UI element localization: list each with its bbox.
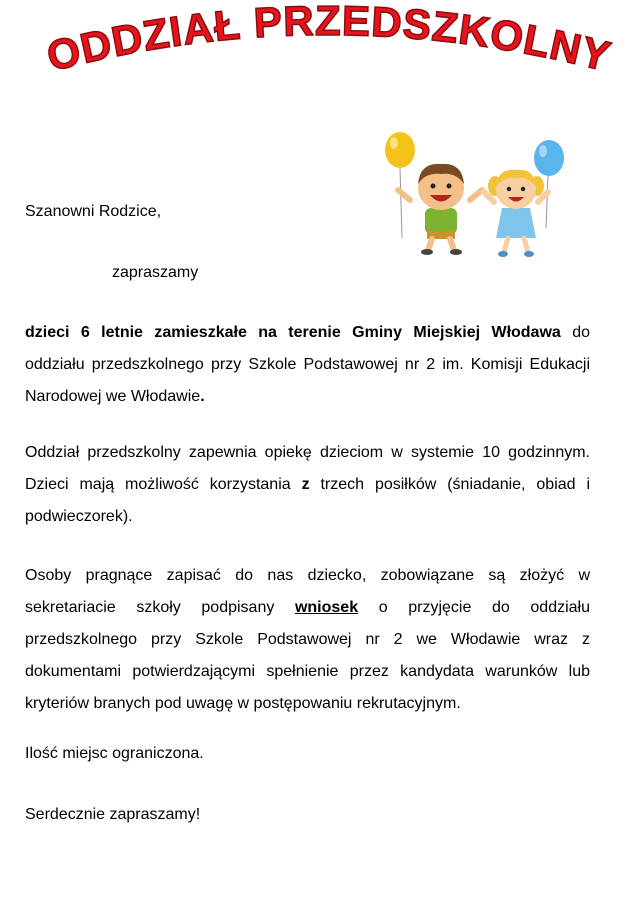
closing-line: Serdecznie zapraszamy!	[25, 806, 201, 823]
application-form-link[interactable]: wniosek	[294, 599, 359, 616]
care-text-c: trzech posiłków (śniadanie, obiad i podwieczorek).	[25, 476, 591, 525]
care-text-a: Oddział przedszkolny zapewnia opiekę dzieciom w systemie 10 godzinnym. Dzieci mają możliwość korzystania	[25, 444, 590, 493]
care-text-b: z	[301, 476, 310, 493]
limited-places-note: Ilość miejsc ograniczona.	[25, 745, 204, 762]
svg-text:ODDZIAŁ PRZEDSZKOLNY	[42, 0, 616, 80]
paragraph-care	[25, 437, 590, 533]
greeting: Szanowni Rodzice,	[25, 203, 162, 220]
application-text-a: Osoby pragnące zapisać do nas dziecko, zobowiązane są złożyć w sekretariacie szkoły podpisany	[25, 567, 590, 616]
eligibility-rest: do oddziału przedszkolnego przy Szkole Podstawowej nr 2 im. Komisji Edukacji Narodowej we Włodawie	[25, 324, 591, 405]
eligibility-end: .	[200, 388, 205, 405]
page-title-text: ODDZIAŁ PRZEDSZKOLNY	[42, 0, 616, 81]
paragraph-eligibility	[25, 317, 590, 413]
invite-text: zapraszamy	[112, 264, 199, 281]
application-text-b: o przyjęcie do oddziału przedszkolnego przy Szkole Podstawowej nr 2 we Włodawie wraz z dokumentami potwierdzającymi spełnienie przez kandydata warunków lub kryteriów branych pod uwagę w postępowaniu rekrutacyjnym.	[25, 599, 590, 712]
page-title	[0, 0, 639, 110]
eligibility-bold: dzieci 6 letnie zamieszkałe na terenie Gminy Miejskiej Włodawa	[25, 324, 561, 341]
paragraph-application	[25, 560, 590, 720]
